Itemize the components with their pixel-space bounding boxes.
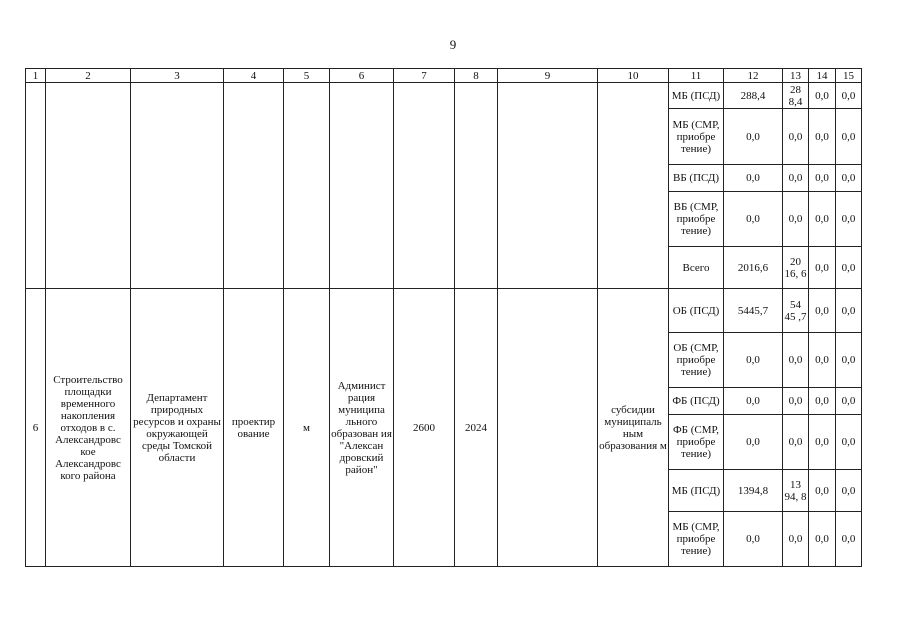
stage: проектир ование — [224, 289, 284, 567]
amount-year: 0,0 — [783, 333, 809, 388]
amount-year: 0,0 — [783, 165, 809, 192]
item-number: 6 — [26, 289, 46, 567]
funding-source: МБ (СМР, приобре тение) — [669, 512, 724, 567]
amount-total: 0,0 — [724, 333, 783, 388]
budget-table — [25, 68, 862, 567]
amount-total: 0,0 — [724, 415, 783, 470]
funding-source: ОБ (СМР, приобре тение) — [669, 333, 724, 388]
amount-year: 13 94, 8 — [783, 470, 809, 512]
amount-total: 2016,6 — [724, 247, 783, 289]
amount-year: 54 45 ,7 — [783, 289, 809, 333]
amount-total: 0,0 — [724, 109, 783, 165]
amount-year: 0,0 — [783, 512, 809, 567]
header-cell: 12 — [724, 69, 783, 83]
empty-cell — [498, 289, 598, 567]
amount-year: 0,0 — [836, 388, 862, 415]
capacity: 2600 — [394, 289, 455, 567]
amount-year: 0,0 — [809, 470, 836, 512]
amount-year: 0,0 — [836, 247, 862, 289]
empty-cell — [330, 83, 394, 289]
header-cell: 6 — [330, 69, 394, 83]
amount-year: 0,0 — [783, 415, 809, 470]
header-cell: 7 — [394, 69, 455, 83]
recipient: Админист рация муниципа льного образован ия "Алексан дровский район" — [330, 289, 394, 567]
amount-year: 0,0 — [836, 470, 862, 512]
amount-year: 0,0 — [809, 109, 836, 165]
empty-cell — [455, 83, 498, 289]
amount-year: 0,0 — [836, 109, 862, 165]
funding-source: МБ (ПСД) — [669, 470, 724, 512]
amount-year: 0,0 — [836, 415, 862, 470]
header-cell: 4 — [224, 69, 284, 83]
funding-source: ВБ (СМР, приобре тение) — [669, 192, 724, 247]
header-cell: 2 — [46, 69, 131, 83]
amount-year: 0,0 — [809, 165, 836, 192]
table-row — [26, 289, 862, 333]
header-cell: 11 — [669, 69, 724, 83]
amount-year: 0,0 — [836, 289, 862, 333]
funding-source: ФБ (ПСД) — [669, 388, 724, 415]
empty-cell — [394, 83, 455, 289]
amount-year: 0,0 — [783, 388, 809, 415]
year: 2024 — [455, 289, 498, 567]
header-cell: 5 — [284, 69, 330, 83]
empty-cell — [284, 83, 330, 289]
funding-source: ВБ (ПСД) — [669, 165, 724, 192]
empty-cell — [26, 83, 46, 289]
amount-year: 0,0 — [809, 247, 836, 289]
amount-year: 28 8,4 — [783, 83, 809, 109]
amount-year: 0,0 — [836, 512, 862, 567]
header-cell: 15 — [836, 69, 862, 83]
object-name: Строительство площадки временного накопления отходов в с. Александровс кое Александровс кого района — [46, 289, 131, 567]
unit: м — [284, 289, 330, 567]
header-cell: 14 — [809, 69, 836, 83]
funding-source: Всего — [669, 247, 724, 289]
header-cell: 13 — [783, 69, 809, 83]
financing-form: субсидии муниципаль ным образования м — [598, 289, 669, 567]
amount-total: 0,0 — [724, 512, 783, 567]
empty-cell — [46, 83, 131, 289]
amount-total: 0,0 — [724, 388, 783, 415]
amount-year: 0,0 — [836, 333, 862, 388]
header-cell: 10 — [598, 69, 669, 83]
amount-year: 0,0 — [783, 192, 809, 247]
header-cell: 3 — [131, 69, 224, 83]
amount-year: 0,0 — [809, 388, 836, 415]
amount-year: 0,0 — [809, 333, 836, 388]
funding-source: ФБ (СМР, приобре тение) — [669, 415, 724, 470]
empty-cell — [224, 83, 284, 289]
funding-source: МБ (ПСД) — [669, 83, 724, 109]
amount-year: 0,0 — [809, 415, 836, 470]
amount-total: 1394,8 — [724, 470, 783, 512]
amount-total: 288,4 — [724, 83, 783, 109]
table-row — [26, 83, 862, 109]
amount-year: 0,0 — [809, 289, 836, 333]
amount-year: 0,0 — [809, 192, 836, 247]
empty-cell — [131, 83, 224, 289]
amount-year: 20 16, 6 — [783, 247, 809, 289]
header-cell: 1 — [26, 69, 46, 83]
amount-year: 0,0 — [783, 109, 809, 165]
customer: Департамент природных ресурсов и охраны окружающей среды Томской области — [131, 289, 224, 567]
empty-cell — [498, 83, 598, 289]
amount-total: 5445,7 — [724, 289, 783, 333]
amount-total: 0,0 — [724, 165, 783, 192]
funding-source: МБ (СМР, приобре тение) — [669, 109, 724, 165]
header-row — [26, 69, 862, 83]
page-number: 9 — [449, 37, 457, 52]
header-cell: 8 — [455, 69, 498, 83]
amount-year: 0,0 — [836, 165, 862, 192]
amount-year: 0,0 — [836, 83, 862, 109]
amount-year: 0,0 — [836, 192, 862, 247]
amount-year: 0,0 — [809, 83, 836, 109]
amount-total: 0,0 — [724, 192, 783, 247]
amount-year: 0,0 — [809, 512, 836, 567]
header-cell: 9 — [498, 69, 598, 83]
funding-source: ОБ (ПСД) — [669, 289, 724, 333]
empty-cell — [598, 83, 669, 289]
